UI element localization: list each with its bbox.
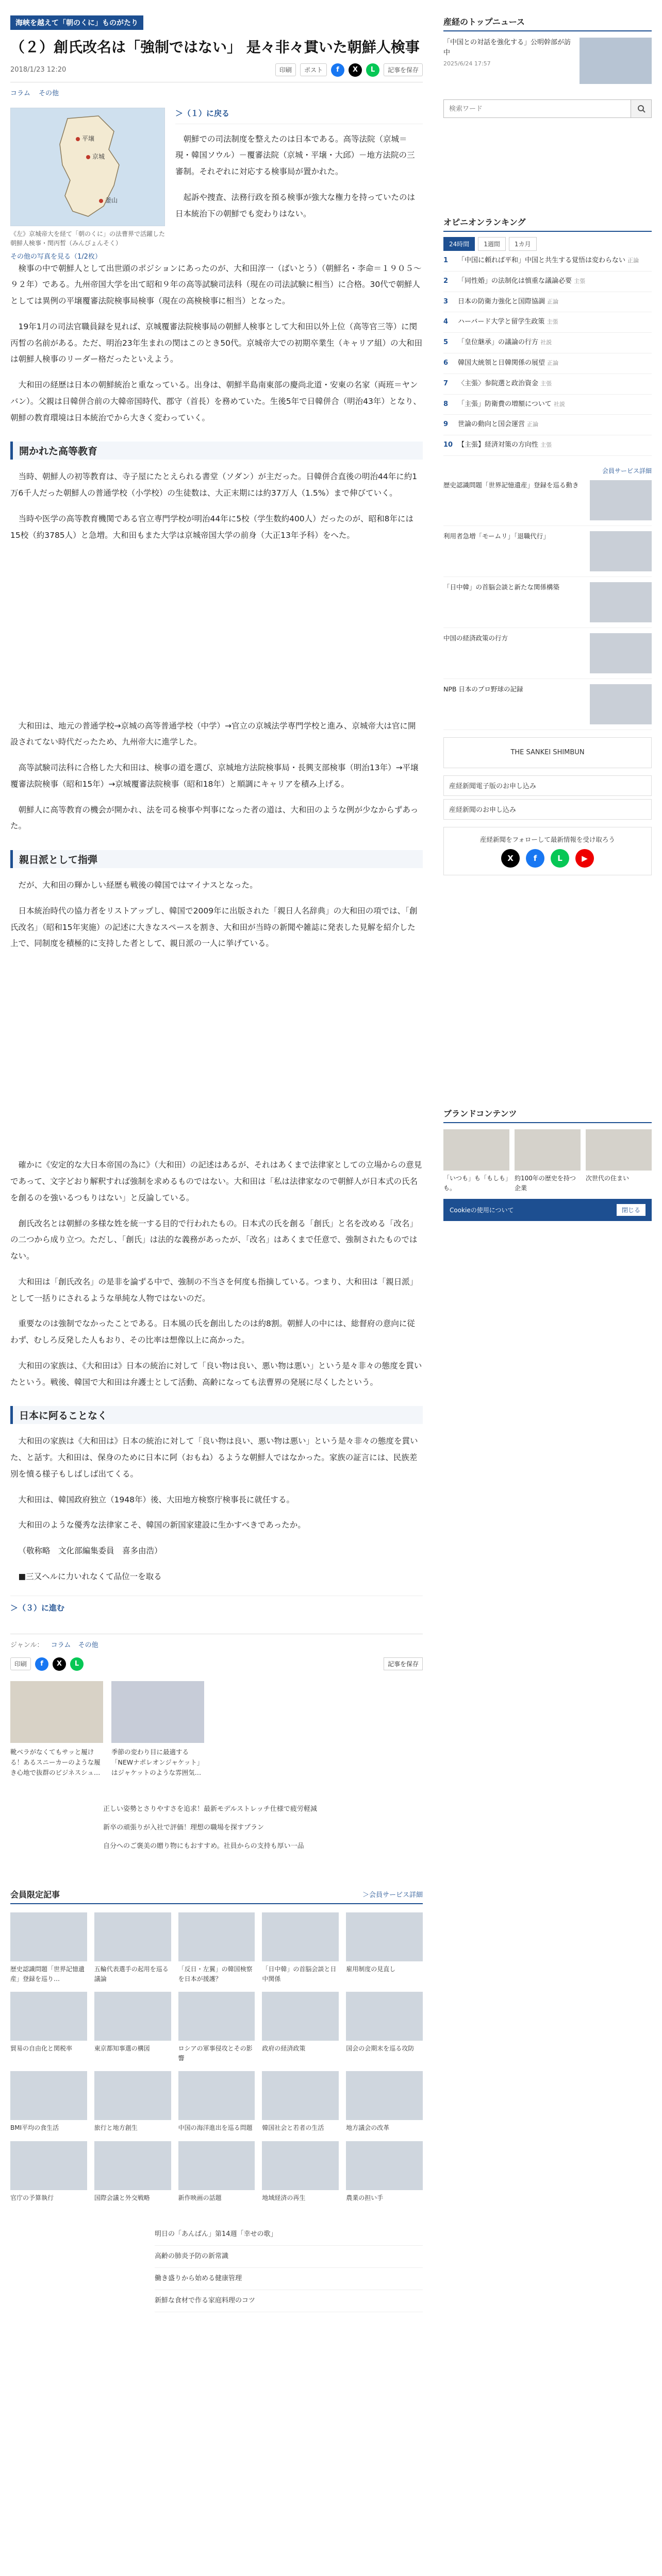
rank-title: ハーバード大学と留学生政策 <box>458 318 545 326</box>
korea-map-graphic <box>11 108 165 226</box>
genre-row <box>10 1634 423 1649</box>
card-image <box>262 2071 339 2120</box>
popular-card[interactable] <box>262 1992 339 2063</box>
popular-card[interactable] <box>10 1992 87 2063</box>
genre-label: ジャンル： <box>10 1641 44 1649</box>
byline: （敬称略 文化部編集委員 喜多由浩） <box>18 1546 162 1556</box>
related-row <box>10 1681 423 1778</box>
rank-title: 「同性婚」の法制化は慎重な議論必要 <box>458 277 572 285</box>
bottom-link[interactable]: 高齢の肺炎予防の新常識 <box>155 2246 423 2268</box>
tags <box>10 88 423 97</box>
card-title: 貿易の自由化と関税率 <box>10 2045 73 2053</box>
card-image <box>590 582 652 622</box>
pr-item[interactable]: 新卒の頑張りが入社で評価！理想の職場を探すプラン <box>103 1823 264 1832</box>
share-icons <box>10 1657 84 1671</box>
meta-row <box>10 63 423 82</box>
card-title: 官庁の予算執行 <box>10 2194 54 2201</box>
popular-card[interactable] <box>346 1912 423 1984</box>
search-input[interactable] <box>444 100 631 117</box>
rank-title: 〈主張〉参院選と政治資金 <box>458 379 539 387</box>
sankei-banner[interactable]: THE SANKEI SHIMBUN <box>443 737 652 768</box>
tag-item[interactable]: コラム <box>10 89 30 97</box>
ranking-item[interactable] <box>443 333 652 353</box>
card-image <box>10 1992 87 2041</box>
ranking-item[interactable] <box>443 374 652 395</box>
ranking-item[interactable] <box>443 415 652 435</box>
ranking-item[interactable] <box>443 272 652 292</box>
member-card[interactable] <box>443 577 652 628</box>
pr-item[interactable]: 自分へのご褒美の贈り物にもおすすめ。社員からの支持も厚い一品 <box>103 1842 304 1850</box>
popular-header <box>10 1888 423 1904</box>
rank-category: 主張 <box>547 318 558 326</box>
card-image <box>590 633 652 673</box>
rank-category: 社説 <box>540 339 552 346</box>
bottom-link[interactable]: 明日の「あんぱん」第14週「幸せの歌」 <box>155 2224 423 2246</box>
tag-item[interactable]: その他 <box>39 89 59 97</box>
card-title: 歴史認識問題「世界記憶遺産」登録を巡る動き <box>443 481 579 489</box>
rank-title: 「主張」防衛費の増額について <box>458 400 552 408</box>
paragraph: だが、大和田の輝かしい経歴も戦後の韓国ではマイナスとなった。 <box>18 880 258 890</box>
member-card[interactable] <box>443 628 652 679</box>
paragraph: 大和田のような優秀な法律家こそ、韓国の新国家建設に生かすべきであったか。 <box>18 1520 306 1530</box>
card-title: ロシアの軍事侵攻とその影響 <box>178 2045 253 2062</box>
popular-grid <box>10 1912 423 2203</box>
section-heading: 開かれた高等教育 <box>10 442 423 460</box>
card-image <box>346 2071 423 2120</box>
paragraph: ■三又ヘルに力いれなくて品位一を取る <box>18 1571 162 1581</box>
card-title: 中国の経済政策の行方 <box>443 634 508 642</box>
brand-card[interactable] <box>443 1129 509 1193</box>
line-icon[interactable]: L <box>70 1657 84 1671</box>
facebook-icon[interactable]: f <box>331 63 344 77</box>
article-title: （２）創氏改名は「強制ではない」 是々非々貫いた朝鮮人検事 <box>10 39 420 56</box>
ranking-item[interactable] <box>443 395 652 415</box>
paragraph: 大和田の家族は、《大和田は》日本の統治に対して「良い物は良い、悪い物は悪い」という是々非々の態度を貫いたという。戦後、韓国で大和田は弁護士として活動、高齢になっても法曹界の発展に尽くしたという。 <box>10 1361 422 1387</box>
card-image <box>346 2141 423 2190</box>
popular-card[interactable] <box>178 1912 255 1984</box>
bottom-link[interactable]: 働き盛りから始める健康管理 <box>155 2268 423 2290</box>
rank-number: 8 <box>443 400 449 408</box>
popular-card[interactable] <box>94 1912 171 1984</box>
paragraph: 朝鮮での司法制度を整えたのは日本である。高等法院（京城＝現・韓国ソウル）－覆審法院（京城・平壌・大邱）－地方法院の三審制。それぞれに対応する検事局が置かれた。 <box>175 134 415 177</box>
card-image <box>94 1992 171 2041</box>
article-date: 2018/1/23 12:20 <box>10 66 67 74</box>
brand-section <box>443 1107 652 1221</box>
popular-card[interactable] <box>94 2071 171 2133</box>
paragraph: 大和田の家族は《大和田は》日本の統治に対して「良い物は良い、悪い物は悪い」という是々非々の態度を貫いた、と話す。大和田は、保身のために日本に阿（おもね）るような朝鮮人ではなかった。家族の証言には、民族差別を憤る様子もしばしば出てくる。 <box>10 1436 418 1479</box>
popular-card[interactable] <box>346 2071 423 2133</box>
member-cards <box>443 466 652 730</box>
map-label: 平壌 <box>82 134 95 142</box>
series-tag[interactable]: 海峡を越えて「朝のくに」ものがたり <box>10 15 143 30</box>
brand-title: 「いつも」も「もしも」も。 <box>443 1174 509 1192</box>
paragraph: 大和田は、韓国政府独立（1948年）後、大田地方検察庁検事長に就任する。 <box>18 1495 294 1504</box>
popular-card[interactable] <box>178 2071 255 2133</box>
top-news-title: 「中国との対話を強化する」公明幹部が訪中 <box>443 39 571 57</box>
rank-category: 主張 <box>540 380 552 387</box>
paragraph: 日本統治時代の協力者をリストアップし、韓国で2009年に出版された「親日人名辞典」の大和田の項では、「創氏改名」（昭和15年実施）の記述に大きなスペースを割き、大和田が当時の新聞や雑誌に発表した見解を紹介した上で、同制度を積極的に支持した者として、親日派の一人に挙げている。 <box>10 906 418 948</box>
x-icon[interactable]: X <box>349 63 362 77</box>
card-image <box>10 2141 87 2190</box>
x-icon[interactable]: X <box>53 1657 66 1671</box>
card-image <box>590 480 652 520</box>
popular-card[interactable] <box>262 2071 339 2133</box>
cookie-notice <box>443 1199 652 1221</box>
bottom-link-list <box>155 2224 423 2312</box>
save-button[interactable]: 記事を保存 <box>384 1657 423 1670</box>
related-image <box>10 1681 103 1743</box>
related-image <box>111 1681 204 1743</box>
follow-icons <box>451 849 644 868</box>
brand-card[interactable] <box>586 1129 652 1193</box>
top-news-image <box>580 38 652 84</box>
article-column <box>10 0 423 2312</box>
member-card[interactable] <box>443 679 652 730</box>
card-title: 「日中韓」の首脳会談と新たな関係構築 <box>443 583 560 591</box>
follow-text: 産経新聞をフォローして最新情報を受け取ろう <box>480 835 615 843</box>
paragraph: 大和田の経歴は日本の朝鮮統治と重なっている。出身は、朝鮮半島南東部の慶尚北道・安東の名家（両班＝ヤンバン）。父親は日韓併合前の大韓帝国時代、郡守（首長）を務めていた。生後5年で日韓併合（明治43年）となり、朝鮮の教育環境は日本統治でから大きく変わっていく。 <box>10 380 421 422</box>
intro-text <box>175 108 423 261</box>
pr-item[interactable]: 正しい姿勢とさりやすさを追求！最新モデルストレッチ仕様で疲労軽減 <box>103 1805 317 1813</box>
card-title: 「反日・左翼」の韓国検察を日本が援護？ <box>178 1965 253 1982</box>
photo-caption: 《左》京城帝大を経て「朝のくに」の法曹界で活躍した朝鮮人検事・閔丙晳（みんびょんそく） <box>10 230 166 247</box>
card-image <box>94 2071 171 2120</box>
rank-number: 2 <box>443 277 449 285</box>
subscribe-link[interactable]: 産経新聞のお申し込み <box>443 799 652 820</box>
brand-image <box>443 1129 509 1171</box>
card-image <box>178 1992 255 2041</box>
ranking-item[interactable] <box>443 435 652 456</box>
photo-more-link[interactable]: その他の写真を見る（1/2枚） <box>10 252 102 261</box>
card-image <box>262 1992 339 2041</box>
card-title: 国際会議と外交戦略 <box>94 2194 150 2201</box>
card-title: 地域経済の再生 <box>262 2194 306 2201</box>
popular-card[interactable] <box>10 2071 87 2133</box>
paragraph: 大和田は、地元の普通学校→京城の高等普通学校（中学）→官立の京城法学専門学校と進み、京城帝大は官に開設されてない時代だったため、九州帝大に進学した。 <box>10 721 416 747</box>
paragraph: 大和田は「創氏改名」の是非を論ずる中で、強制の不当さを何度も指摘している。つまり、大和田は「親日派」として一括りにされるような単純な人物ではないのだ。 <box>10 1277 418 1303</box>
brand-title: 次世代の住まい <box>586 1174 630 1182</box>
card-image <box>178 2071 255 2120</box>
card-title: 国会の会期末を巡る攻防 <box>346 2045 415 2053</box>
related-title: 季節の変わり目に最適する「NEWナポレオンジャケット」はジャケットのような雰囲気… <box>111 1748 204 1776</box>
card-title: 農業の担い手 <box>346 2194 384 2201</box>
rank-title: 世論の動向と国会運営 <box>458 420 525 429</box>
next-article-link[interactable]: ＞（３）に進む <box>10 1596 423 1613</box>
member-service-link[interactable]: ＞会員サービス詳細 <box>362 1891 423 1900</box>
follow-box <box>443 827 652 875</box>
card-title: BMI平均の食生活 <box>10 2124 59 2132</box>
popular-card[interactable] <box>262 2141 339 2203</box>
card-image <box>10 2071 87 2120</box>
brand-image <box>586 1129 652 1171</box>
card-title: 旅行と地方創生 <box>94 2124 138 2132</box>
rank-category: 正論 <box>547 359 559 366</box>
rank-category: 正論 <box>527 421 539 428</box>
rank-number: 1 <box>443 257 449 264</box>
rank-title: 「中国に頼れば平和」中国と共生する覚悟は変わらない <box>458 257 626 264</box>
rank-title: 韓国大統領と日韓関係の展望 <box>458 359 545 367</box>
ranking-tab[interactable]: 1カ月 <box>509 237 537 251</box>
card-image <box>590 531 652 571</box>
rank-category: 正論 <box>547 298 559 305</box>
paragraph: 確かに《安定的な大日本帝国の為に》（大和田）の記述はあるが、それはあくまで法律家としての立場からの意見であって、文字どおり解釈すれば強制を求めるものではない。大和田は「私は法律家なので朝鮮人が日本式の氏名を創るのを強いるつもりはない」と反論している。 <box>10 1160 422 1202</box>
pr-list <box>103 1804 423 1852</box>
brand-cards <box>443 1129 652 1193</box>
card-title: 韓国社会と若者の生活 <box>262 2124 324 2132</box>
ad-space <box>10 961 423 1157</box>
paragraph: 当時や医学の高等教育機関である官立専門学校が明治44年に5校（学生数約400人）だったのが、昭和8年には15校（約3785人）と急増。大和田もまた大学は京城帝国大学の前身（大正13年予科）をへた。 <box>10 514 414 540</box>
rank-category: 主張 <box>540 442 552 449</box>
bottom-link[interactable]: 新鮮な食材で作る家庭料理のコツ <box>155 2290 423 2312</box>
paragraph: 検事の中で朝鮮人として出世頭のポジションにあったのが、大和田淳一（ばいとう）（朝鮮名・李命＝１９０５～９２年）である。九州帝国大学を出て昭和９年の高等試験司法科（現在の司法試験に相当）に合格。30代で朝鮮人としては異例の平壌覆審法院検事局検事（現在の高検検事に相当）となった。 <box>10 263 422 306</box>
prev-article-link[interactable]: ＞（１）に戻る <box>175 108 423 124</box>
bottom-share-bar <box>10 1657 423 1671</box>
genre-link[interactable]: その他 <box>78 1641 98 1649</box>
card-title: 東京都知事選の構図 <box>94 2045 150 2053</box>
map-image[interactable] <box>10 108 165 226</box>
ranking-item[interactable] <box>443 312 652 333</box>
section-heading: 日本に阿ることなく <box>10 1406 423 1424</box>
rank-number: 3 <box>443 297 449 306</box>
card-title: 新作映画の話題 <box>178 2194 222 2201</box>
paragraph: 起訴や捜査、法務行政を預る検事が強大な権力を持っていたのは日本統治下の朝鮮でも変わりはない。 <box>175 192 416 218</box>
rank-category: 社説 <box>553 400 565 408</box>
top-news-item[interactable] <box>443 38 652 84</box>
card-image <box>590 684 652 724</box>
member-service-link[interactable]: 会員サービス詳細 <box>602 467 652 474</box>
photo-box <box>10 108 165 261</box>
related-card[interactable] <box>10 1681 103 1778</box>
popular-card[interactable] <box>94 2141 171 2203</box>
line-icon[interactable]: L <box>551 849 569 868</box>
card-title: 「日中韓」の首脳会談と日中関係 <box>262 1965 337 1982</box>
print-button[interactable]: 印刷 <box>275 63 296 76</box>
print-button[interactable]: 印刷 <box>10 1657 31 1670</box>
rank-number: 9 <box>443 420 449 429</box>
ranking-tabs <box>443 237 652 251</box>
map-label: 京城 <box>92 152 105 160</box>
cookie-close-button[interactable]: 閉じる <box>617 1204 646 1216</box>
card-title: 雇用制度の見直し <box>346 1965 396 1973</box>
brand-card[interactable] <box>515 1129 581 1193</box>
card-image <box>94 1912 171 1961</box>
ranking-section <box>443 216 652 456</box>
popular-card[interactable] <box>262 1912 339 1984</box>
popular-heading: 会員限定記事 <box>10 1890 60 1900</box>
card-image <box>262 2141 339 2190</box>
paragraph: 19年1月の司法官職員録を見れば、京城覆審法院検事局の朝鮮人検事として大和田以外上位（高等官三等）に閔丙晳の名前がある。ただ、明治23年生まれの閔はこのとき50代。京城帝大での初期卒業生（キャリア組）の大和田は朝鮮人検事のリーダー格だったといえよう。 <box>10 321 422 364</box>
card-title: 地方議会の改革 <box>346 2124 390 2132</box>
intro-section <box>10 108 423 261</box>
cookie-text: Cookieの使用について <box>450 1207 514 1214</box>
genre-link[interactable]: コラム <box>51 1641 71 1649</box>
member-card[interactable] <box>443 526 652 577</box>
section-heading: 親日派として指弾 <box>10 850 423 868</box>
rank-category: 主張 <box>574 277 586 284</box>
popular-card[interactable] <box>10 2141 87 2203</box>
brand-heading: ブランドコンテンツ <box>443 1107 652 1123</box>
rank-category: 正論 <box>627 257 639 264</box>
card-image <box>94 2141 171 2190</box>
search-icon[interactable] <box>631 100 651 117</box>
related-title: 靴ベラがなくてもサッと履ける！あるスニーカーのような履き心地で抜群のビジネスシュ… <box>10 1748 101 1776</box>
paragraph: 重要なのは強制でなかったことである。日本風の氏を創出したのは約8割。朝鮮人の中には、総督府の意向に従わず、むしろ反発した人もおり、その比率は想像以上に高かった。 <box>10 1319 415 1345</box>
card-title: 歴史認識問題「世界記憶遺産」登録を巡り… <box>10 1965 85 1982</box>
popular-card[interactable] <box>346 1992 423 2063</box>
paragraph: 朝鮮人に高等教育の機会が開かれ、法を司る検事や判事になった者の道は、大和田のような例が少なからずあった。 <box>10 805 419 831</box>
sidebar <box>443 0 652 2312</box>
brand-title: 約100年の歴史を持つ企業 <box>515 1174 576 1192</box>
card-title: 利用者急増「モームリ」「退職代行」 <box>443 532 550 540</box>
facebook-icon[interactable]: f <box>35 1657 48 1671</box>
popular-card[interactable] <box>178 2141 255 2203</box>
popular-card[interactable] <box>178 1992 255 2063</box>
save-button[interactable]: 記事を保存 <box>384 63 423 76</box>
rank-number: 10 <box>443 441 453 449</box>
ranking-tab[interactable]: 24時間 <box>443 237 475 251</box>
rank-title: 【主張】経済対策の方向性 <box>458 441 539 449</box>
ranking-heading: オピニオンランキング <box>443 216 652 232</box>
card-title: NPB 日本のプロ野球の記録 <box>443 685 523 693</box>
related-card[interactable] <box>111 1681 204 1778</box>
share-bar <box>275 63 423 77</box>
ranking-item[interactable] <box>443 251 652 272</box>
line-icon[interactable]: L <box>366 63 379 77</box>
rank-title: 日本の防衛力強化と国際協調 <box>458 297 545 306</box>
x-icon[interactable]: X <box>501 849 520 868</box>
subscribe-link[interactable]: 産経新聞電子版のお申し込み <box>443 775 652 796</box>
card-image <box>178 1912 255 1961</box>
paragraph: 当時、朝鮮人の初等教育は、寺子屋にたとえられる書堂（ソダン）が主だった。日韓併合直後の明治44年に約1万6千人だった朝鮮人の普通学校（小学校）の生徒数は、大正末期には約37万人（1.5%）まで伸びていく。 <box>10 472 418 498</box>
ranking-item[interactable] <box>443 353 652 374</box>
post-button[interactable]: ポスト <box>300 63 327 76</box>
rank-number: 6 <box>443 359 449 367</box>
ranking-item[interactable] <box>443 292 652 313</box>
rank-number: 4 <box>443 318 449 326</box>
popular-card[interactable] <box>94 1992 171 2063</box>
ranking-tab[interactable]: 1週間 <box>478 237 506 251</box>
card-image <box>178 2141 255 2190</box>
rank-number: 7 <box>443 379 449 387</box>
rank-title: 「皇位継承」の議論の行方 <box>458 338 539 347</box>
search-box <box>443 99 652 118</box>
member-card[interactable] <box>443 475 652 526</box>
card-title: 五輪代表選手の起用を巡る議論 <box>94 1965 169 1982</box>
top-news-heading: 産経のトップニュース <box>443 15 652 31</box>
card-title: 中国の海洋進出を巡る問題 <box>178 2124 253 2132</box>
rank-number: 5 <box>443 338 449 347</box>
paragraph: 高等試験司法科に合格した大和田は、検事の道を選び、京城地方法院検事局・長興支部検事（明治13年）→平壌覆審法院検事（昭和15年）→京城覆審法院検事（昭和18年）と順調にキャリアを積み上げる。 <box>10 763 419 789</box>
card-image <box>262 1912 339 1961</box>
popular-card[interactable] <box>346 2141 423 2203</box>
top-news-date: 2025/6/24 17:57 <box>443 60 491 67</box>
youtube-icon[interactable]: ▶ <box>575 849 594 868</box>
facebook-icon[interactable]: f <box>526 849 544 868</box>
popular-card[interactable] <box>10 1912 87 1984</box>
map-label: 釜山 <box>105 196 118 204</box>
ad-space <box>10 553 423 718</box>
card-image <box>10 1912 87 1961</box>
paragraph: 創氏改名とは朝鮮の多様な姓を統一する目的で行われたもの。日本式の氏を創る「創氏」と名を改める「改名」の二つから成り立つ。ただし、「創氏」は法的な義務があったが、「改名」はあくまで任意で、強制されたものではない。 <box>10 1218 418 1261</box>
brand-image <box>515 1129 581 1171</box>
card-image <box>346 1992 423 2041</box>
card-image <box>346 1912 423 1961</box>
card-title: 政府の経済政策 <box>262 2045 306 2053</box>
